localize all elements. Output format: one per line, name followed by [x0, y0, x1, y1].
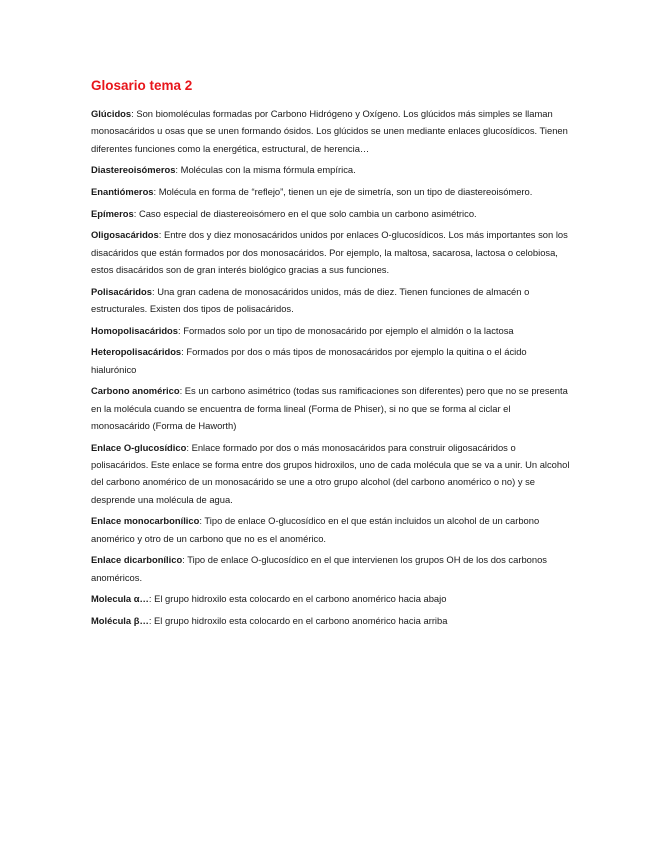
glossary-term: Epímeros: [91, 207, 134, 219]
glossary-definition: Entre dos y diez monosacáridos unidos por enlaces O-glucosídicos. Los más importantes son los disacáridos que están formados por dos monosacáridos. Por ejemplo, la maltosa, sacarosa, lactosa o celobiosa, estos disacáridos son de gran interés biológico gracias a sus funciones.: [91, 229, 568, 275]
glossary-definition: Formados por dos o más tipos de monosacáridos por ejemplo la quitina o el ácido hialurónico: [91, 346, 527, 375]
glossary-entry: Diastereoisómeros: Moléculas con la misma fórmula empírica.: [91, 164, 356, 176]
glossary-term: Enlace dicarbonílico: [91, 554, 183, 566]
glossary-entry: Homopolisacáridos: Formados solo por un tipo de monosacárido por ejemplo el almidón o la lactosa: [91, 324, 514, 336]
glossary-entry: Molecula α…: El grupo hidroxilo esta colocardo en el carbono anomérico hacia abajo: [91, 593, 447, 605]
glossary-entry: Heteropolisacáridos: Formados por dos o más tipos de monosacáridos por ejemplo la quitina o el ácido hialurónico: [91, 346, 527, 375]
glossary-definition: El grupo hidroxilo esta colocardo en el carbono anomérico hacia abajo: [154, 593, 447, 605]
glossary-definition: Caso especial de diastereoisómero en el que solo cambia un carbono asimétrico.: [138, 207, 477, 219]
glossary-term: Glúcidos: [91, 108, 132, 119]
glossary-definition: Enlace formado por dos o más monosacáridos para construir oligosacáridos o polisacáridos. Este enlace se forma entre dos grupos hidroxilos, uno de cada molécula que se va a unir. Un alcohol del carbono anomérico de un monosacárido se une a otro grupo alcohol (del carbono anomérico o no) y se desprende una molécula de agua.: [91, 441, 570, 505]
glossary-definition: Formados solo por un tipo de monosacárido por ejemplo el almidón o la lactosa: [183, 324, 514, 336]
glossary-term: Molécula β…: [91, 615, 149, 626]
glossary-term: Enlace O-glucosídico: [91, 441, 187, 453]
glossary-definition: Molécula en forma de “reflejo”, tienen un eje de simetría, son un tipo de diastereoisómero.: [158, 186, 533, 197]
glossary-definition: El grupo hidroxilo esta colocardo en el carbono anomérico hacia arriba: [154, 615, 448, 626]
glossary-term: Heteropolisacáridos: [91, 346, 182, 358]
document-title: Glosario tema 2: [91, 78, 193, 93]
glossary-term: Homopolisacáridos: [91, 324, 178, 336]
glossary-term: Oligosacáridos: [91, 229, 159, 241]
glossary-entry: Enlace dicarbonílico: Tipo de enlace O-glucosídico en el que intervienen los grupos OH de los dos carbonos anoméricos.: [91, 554, 547, 583]
glossary-definition: Una gran cadena de monosacáridos unidos, más de diez. Tienen funciones de almacén o estructurales. Existen dos tipos de polisacáridos.: [91, 285, 530, 314]
glossary-entry: Glúcidos: Son biomoléculas formadas por Carbono Hidrógeno y Oxígeno. Los glúcidos más simples se llaman monosacáridos u osas que se unen formando ósidos. Los glúcidos se unen mediante enlaces glucosídicos. Tienen diferentes funciones como la energética, estructural, de herencia…: [91, 108, 568, 154]
glossary-definition: Tipo de enlace O-glucosídico en el que intervienen los grupos OH de los dos carbonos anoméricos.: [91, 554, 547, 583]
glossary-term: Enlace monocarbonílico: [91, 515, 200, 527]
glossary-entry: Enantiómeros: Molécula en forma de “reflejo”, tienen un eje de simetría, son un tipo de diastereoisómero.: [91, 186, 533, 197]
glossary-entry: Enlace monocarbonílico: Tipo de enlace O-glucosídico en el que están incluidos un alcohol de un carbono anomérico y otro de un carbono que no es el anomérico.: [91, 515, 540, 544]
glossary-entry: Molécula β…: El grupo hidroxilo esta colocardo en el carbono anomérico hacia arriba: [91, 615, 448, 626]
glossary-term: Polisacáridos: [91, 285, 152, 297]
glossary-term: Carbono anomérico: [91, 385, 180, 397]
glossary-entry: Epímeros: Caso especial de diastereoisómero en el que solo cambia un carbono asimétrico.: [91, 207, 477, 219]
glossary-entry: Carbono anomérico: Es un carbono asimétrico (todas sus ramificaciones son diferentes) pero que no se presenta en la molécula cuando se encuentra de forma lineal (Forma de Phiser), si no que se forma al ciclar el monosacárido (Forma de Haworth): [91, 385, 568, 431]
glossary-entry: Oligosacáridos: Entre dos y diez monosacáridos unidos por enlaces O-glucosídicos. Los más importantes son los disacáridos que están formados por dos monosacáridos. Por ejemplo, la maltosa, sacarosa, lactosa o celobiosa, estos disacáridos son de gran interés biológico gracias a sus funciones.: [91, 229, 568, 275]
glossary-entry: Enlace O-glucosídico: Enlace formado por dos o más monosacáridos para construir oligosacáridos o polisacáridos. Este enlace se forma entre dos grupos hidroxilos, uno de cada molécula que se va a unir. Un alcohol del carbono anomérico de un monosacárido se une a otro grupo alcohol (del carbono anomérico o no) y se desprende una molécula de agua.: [91, 441, 570, 505]
document-page: [91, 78, 571, 634]
glossary-definition: Tipo de enlace O-glucosídico en el que están incluidos un alcohol de un carbono anomérico y otro de un carbono que no es el anomérico.: [91, 515, 540, 544]
glossary-term: Enantiómeros: [91, 186, 154, 197]
glossary-definition: Moléculas con la misma fórmula empírica.: [180, 164, 356, 176]
glossary-definition: Es un carbono asimétrico (todas sus ramificaciones son diferentes) pero que no se presenta en la molécula cuando se encuentra de forma lineal (Forma de Phiser), si no que se forma al ciclar el monosacárido (Forma de Haworth): [91, 385, 568, 431]
glossary-term: Diastereoisómeros: [91, 164, 176, 176]
glossary-term: Molecula α…: [91, 593, 149, 605]
glossary-entry: Polisacáridos: Una gran cadena de monosacáridos unidos, más de diez. Tienen funciones de almacén o estructurales. Existen dos tipos de polisacáridos.: [91, 285, 530, 314]
glossary-definition: Son biomoléculas formadas por Carbono Hidrógeno y Oxígeno. Los glúcidos más simples se llaman monosacáridos u osas que se unen formando ósidos. Los glúcidos se unen mediante enlaces glucosídicos. Tienen diferentes funciones como la energética, estructural, de herencia…: [91, 108, 568, 154]
